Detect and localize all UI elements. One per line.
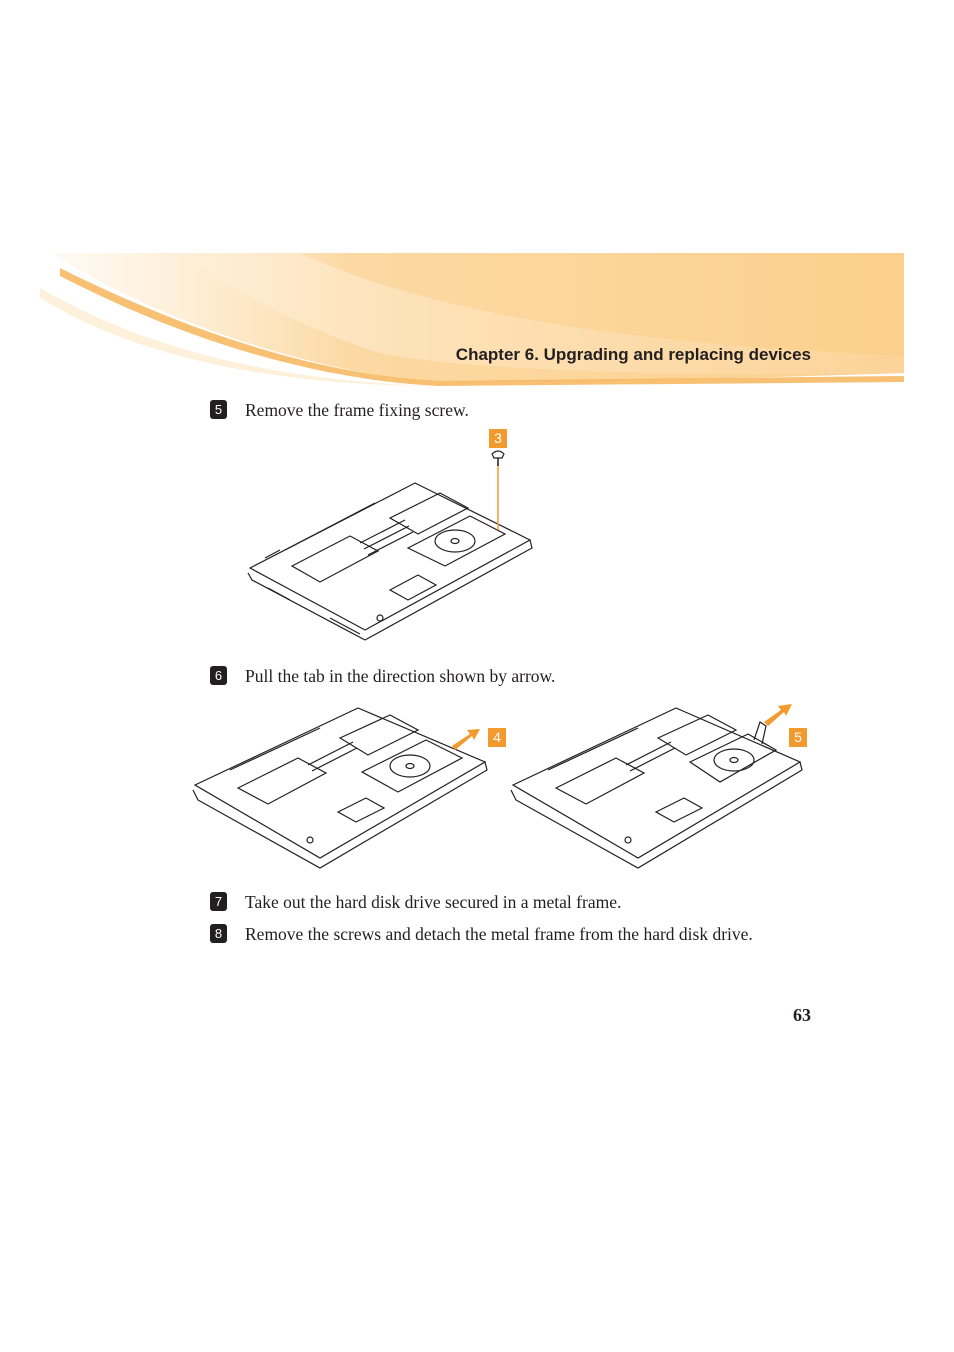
frame-screw-icon — [492, 451, 504, 530]
step-number: 5 — [210, 400, 227, 419]
step-number: 8 — [210, 924, 227, 943]
laptop-lift-drive-figure — [508, 700, 808, 870]
step-text: Remove the screws and detach the metal frame from the hard disk drive. — [245, 924, 753, 944]
step-text: Pull the tab in the direction shown by arrow. — [245, 666, 556, 686]
chapter-title: Chapter 6. Upgrading and replacing devices — [455, 345, 811, 364]
laptop-bottom-screw-figure — [240, 448, 545, 648]
step-text: Take out the hard disk drive secured in a metal frame. — [245, 892, 622, 912]
step-text: Remove the frame fixing screw. — [245, 400, 469, 420]
lift-arrow-icon — [764, 704, 792, 726]
page-number: 63 — [793, 1005, 811, 1025]
callout-3: 3 — [489, 429, 507, 448]
laptop-pull-tab-figure — [190, 700, 495, 870]
callout-5: 5 — [789, 728, 807, 747]
chapter-banner — [0, 248, 904, 388]
step-number: 7 — [210, 892, 227, 911]
step-number: 6 — [210, 666, 227, 685]
pull-arrow-icon — [452, 729, 480, 750]
callout-4: 4 — [488, 728, 506, 747]
